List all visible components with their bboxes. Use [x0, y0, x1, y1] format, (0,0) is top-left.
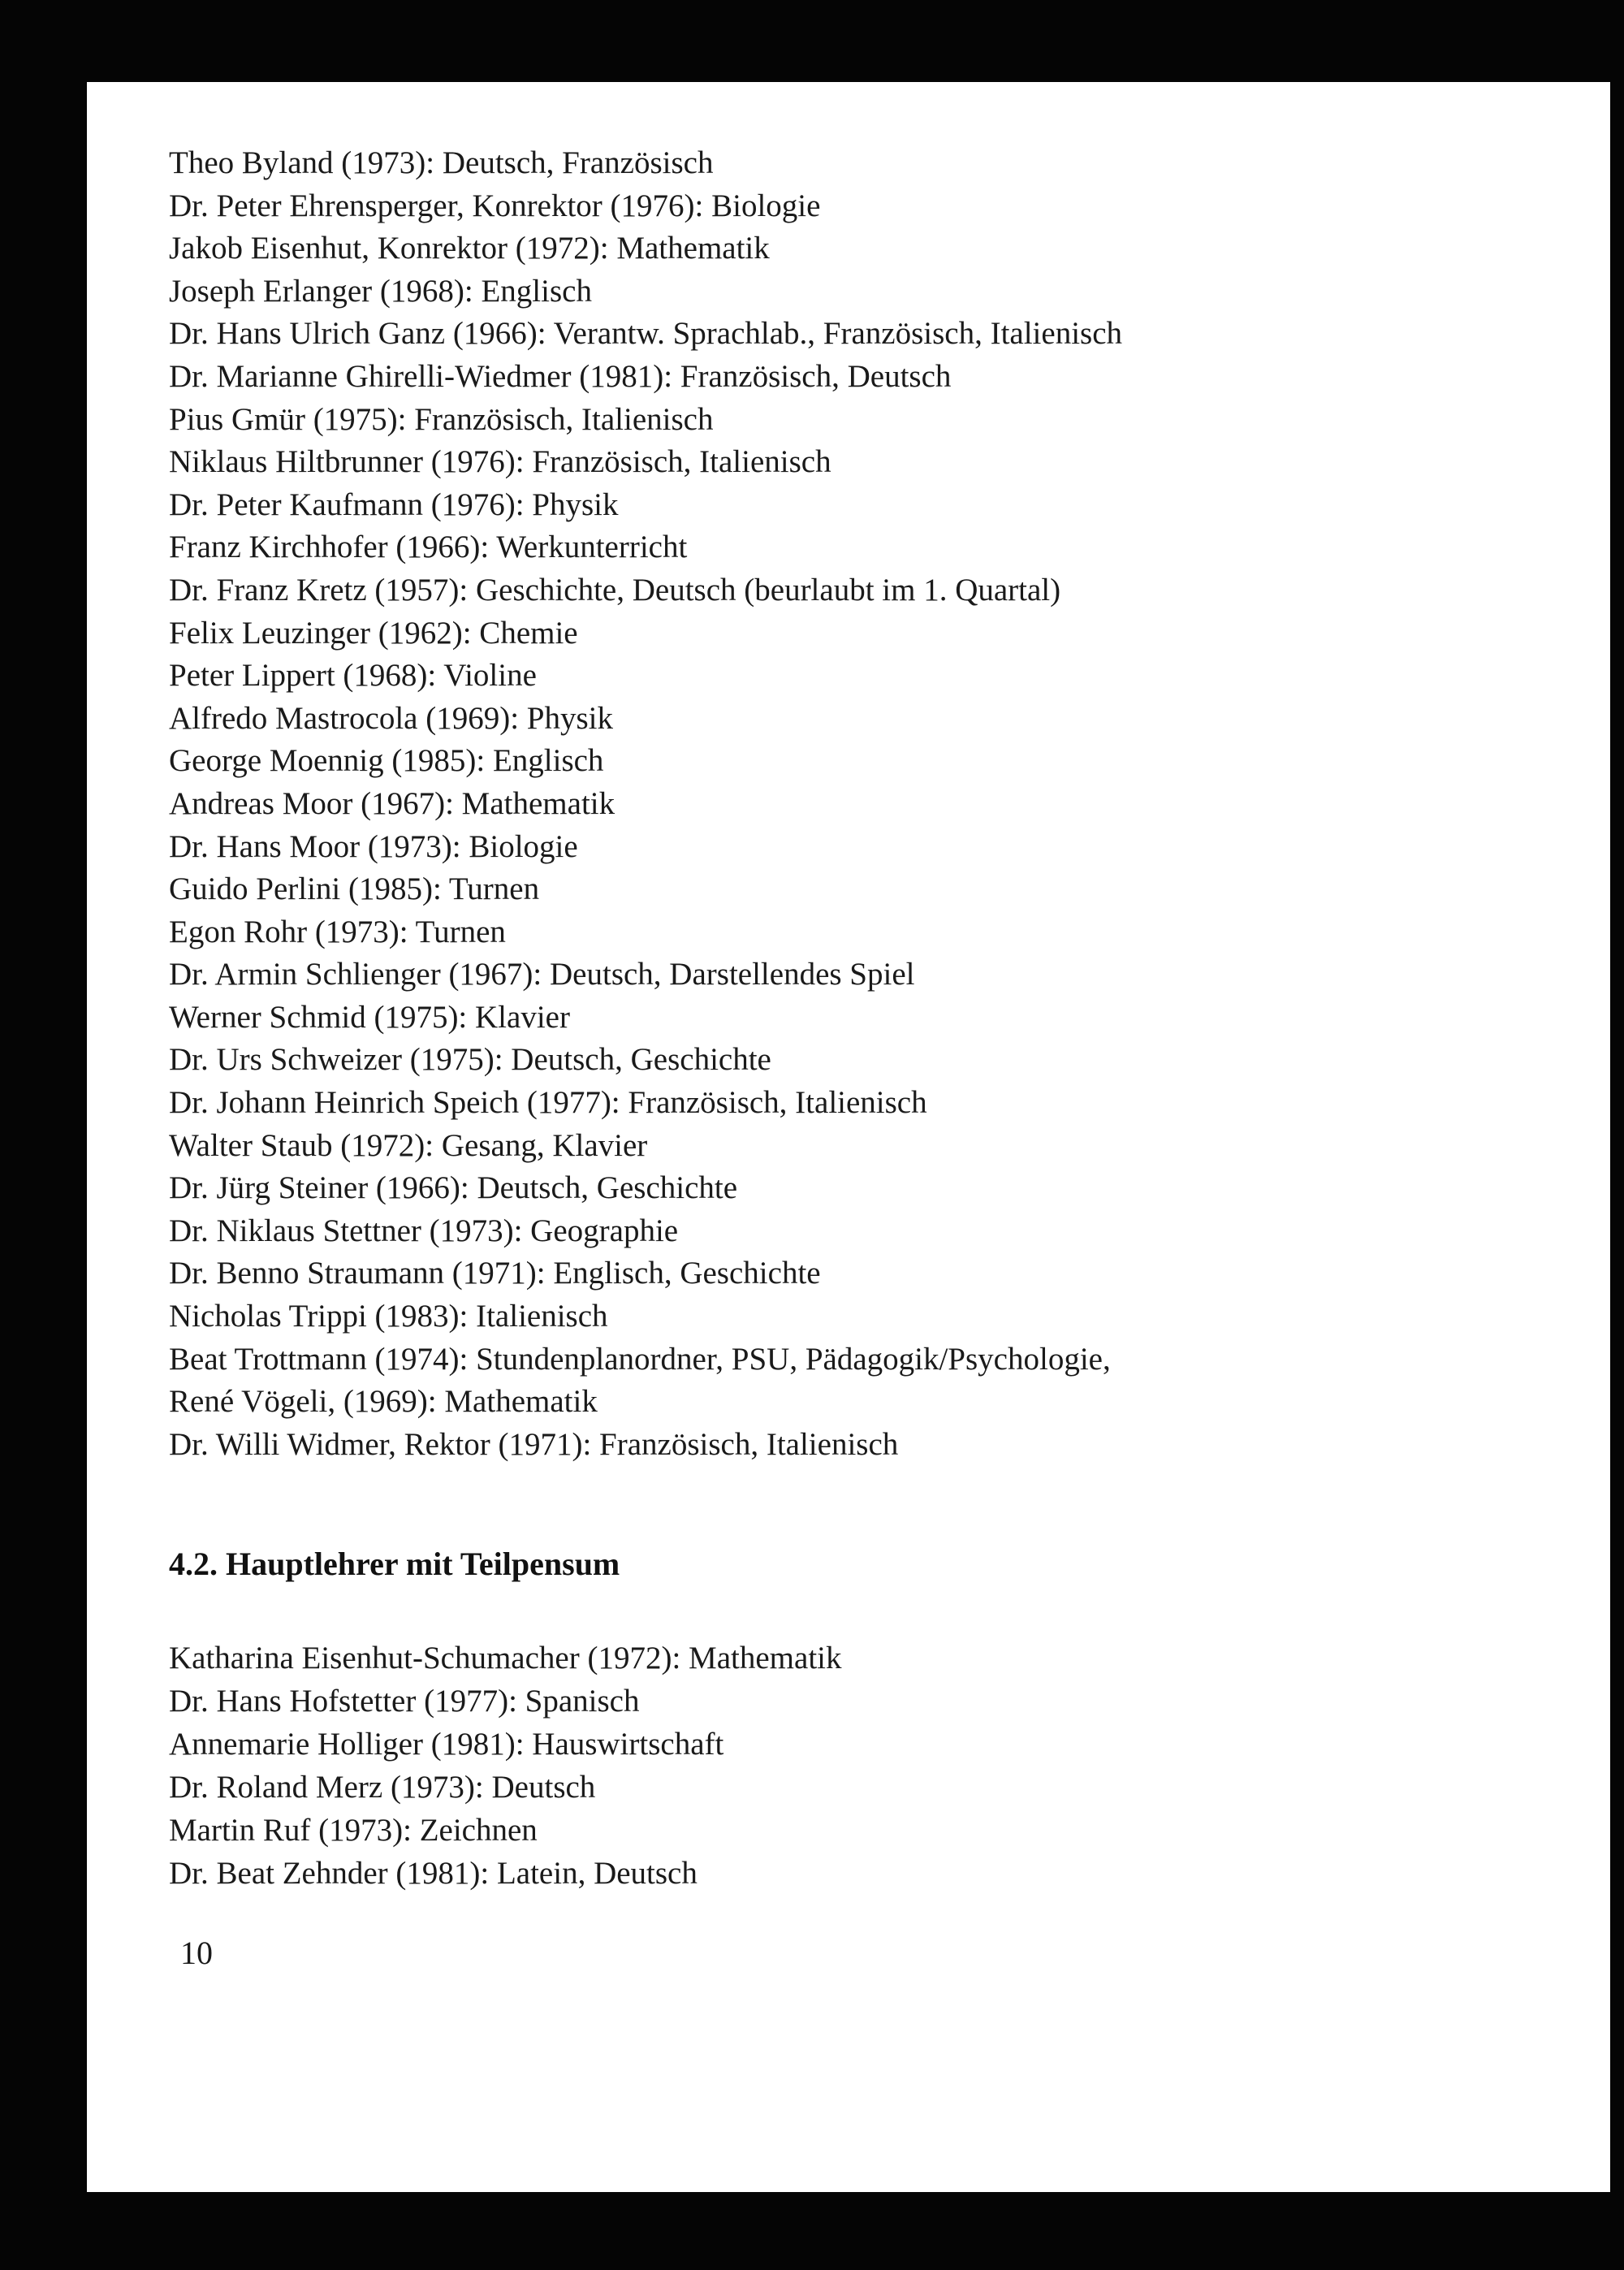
- staff-entry: Dr. Johann Heinrich Speich (1977): Französisch, Italienisch: [169, 1085, 927, 1121]
- staff-entry: Walter Staub (1972): Gesang, Klavier: [169, 1127, 648, 1163]
- staff-entry: Dr. Hans Moor (1973): Biologie: [169, 828, 578, 864]
- staff-entry: Dr. Benno Straumann (1971): Englisch, Geschichte: [169, 1256, 821, 1291]
- staff-entry: Jakob Eisenhut, Konrektor (1972): Mathematik: [169, 231, 770, 266]
- staff-entry: Dr. Franz Kretz (1957): Geschichte, Deutsch (beurlaubt im 1. Quartal): [169, 572, 1061, 607]
- staff-entry: Felix Leuzinger (1962): Chemie: [169, 615, 578, 651]
- staff-entry: Beat Trottmann (1974): Stundenplanordner, PSU, Pädagogik/Psychologie,: [169, 1341, 1111, 1377]
- staff-entry: René Vögeli, (1969): Mathematik: [169, 1384, 598, 1420]
- staff-entry: Dr. Jürg Steiner (1966): Deutsch, Geschichte: [169, 1170, 738, 1206]
- part-time-entry: Katharina Eisenhut-Schumacher (1972): Mathematik: [169, 1641, 842, 1675]
- part-time-entry: Annemarie Holliger (1981): Hauswirtschaft: [169, 1727, 724, 1762]
- staff-entry: Dr. Armin Schlienger (1967): Deutsch, Darstellendes Spiel: [169, 957, 915, 992]
- staff-list: [169, 142, 1436, 1466]
- main-staff-block: [169, 142, 1436, 1466]
- page-number: 10: [180, 1935, 213, 1971]
- section-heading: 4.2. Hauptlehrer mit Teilpensum: [169, 1546, 620, 1582]
- staff-entry: Egon Rohr (1973): Turnen: [169, 914, 506, 949]
- part-time-entry: Martin Ruf (1973): Zeichnen: [169, 1813, 538, 1848]
- staff-entry: Alfredo Mastrocola (1969): Physik: [169, 700, 613, 736]
- staff-entry: Theo Byland (1973): Deutsch, Französisch: [169, 145, 714, 180]
- staff-entry: Dr. Urs Schweizer (1975): Deutsch, Geschichte: [169, 1042, 771, 1078]
- part-time-entry: Dr. Hans Hofstetter (1977): Spanisch: [169, 1684, 640, 1719]
- part-time-entry: Dr. Roland Merz (1973): Deutsch: [169, 1770, 596, 1805]
- part-time-entry: Dr. Beat Zehnder (1981): Latein, Deutsch: [169, 1856, 698, 1891]
- staff-entry: Dr. Hans Ulrich Ganz (1966): Verantw. Sprachlab., Französisch, Italienisch: [169, 316, 1123, 352]
- staff-entry: Pius Gmür (1975): Französisch, Italienisch: [169, 401, 714, 437]
- staff-entry: Werner Schmid (1975): Klavier: [169, 999, 570, 1035]
- staff-entry: Dr. Niklaus Stettner (1973): Geographie: [169, 1213, 679, 1248]
- staff-entry: Nicholas Trippi (1983): Italienisch: [169, 1299, 608, 1334]
- staff-entry: Dr. Peter Ehrensperger, Konrektor (1976): Biologie: [169, 188, 821, 223]
- staff-entry: Andreas Moor (1967): Mathematik: [169, 785, 615, 821]
- staff-entry: Dr. Willi Widmer, Rektor (1971): Französisch, Italienisch: [169, 1426, 899, 1462]
- staff-entry: Guido Perlini (1985): Turnen: [169, 871, 540, 907]
- staff-entry: Peter Lippert (1968): Violine: [169, 658, 537, 694]
- part-time-teacher-list: [169, 1637, 841, 1895]
- staff-entry: George Moennig (1985): Englisch: [169, 743, 604, 779]
- staff-entry: Dr. Marianne Ghirelli-Wiedmer (1981): Französisch, Deutsch: [169, 358, 952, 394]
- staff-entry: Franz Kirchhofer (1966): Werkunterricht: [169, 530, 688, 565]
- staff-entry: Joseph Erlanger (1968): Englisch: [169, 273, 592, 309]
- staff-entry: Dr. Peter Kaufmann (1976): Physik: [169, 486, 619, 522]
- staff-entry: Niklaus Hiltbrunner (1976): Französisch, Italienisch: [169, 444, 831, 480]
